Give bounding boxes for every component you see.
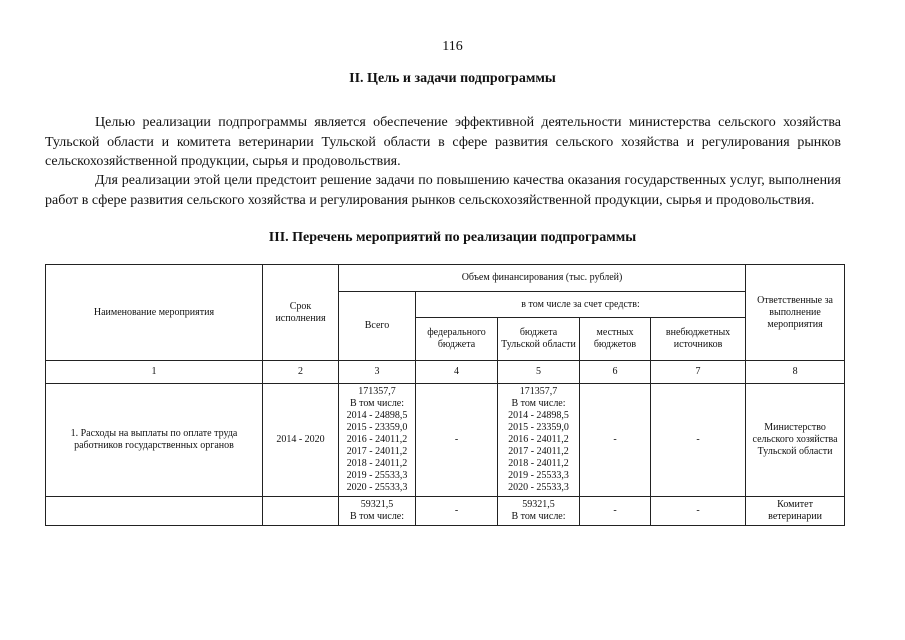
measure-extra: -	[651, 384, 746, 497]
section-3-heading: III. Перечень мероприятий по реализации подпрограммы	[268, 230, 637, 245]
measure-total	[339, 384, 416, 497]
measure-local: -	[580, 384, 651, 497]
cell-line: 2014 - 24898,5	[508, 410, 569, 421]
cell-line: 2020 - 25533,3	[508, 482, 569, 493]
cell-line: 2016 - 24011,2	[346, 434, 408, 445]
cell-line: 2018 - 24011,2	[508, 458, 569, 469]
task-paragraph	[45, 171, 841, 210]
section-2-heading: II. Цель и задачи подпрограммы	[349, 71, 556, 86]
header-responsible: Ответственные за выполнение мероприятия	[746, 265, 845, 361]
column-number: 3	[339, 361, 416, 384]
cell-line: 2015 - 23359,0	[508, 422, 569, 433]
header-extra: внебюджетных источников	[651, 318, 746, 361]
measure-responsible: Министерство сельского хозяйства Тульской области	[746, 384, 845, 497]
measure-total	[339, 497, 416, 526]
cell-line: 2018 - 24011,2	[346, 458, 408, 469]
header-regional: бюджета Тульской области	[498, 318, 580, 361]
cell-line: 2017 - 24011,2	[346, 446, 408, 457]
measure-extra: -	[651, 497, 746, 526]
header-total: Всего	[339, 292, 416, 361]
table-row	[46, 497, 845, 526]
measure-local: -	[580, 497, 651, 526]
column-number: 8	[746, 361, 845, 384]
measure-regional	[498, 497, 580, 526]
cell-line: 2017 - 24011,2	[508, 446, 569, 457]
column-number: 2	[263, 361, 339, 384]
column-number: 4	[416, 361, 498, 384]
cell-line: 59321,5	[360, 499, 394, 510]
measure-regional	[498, 384, 580, 497]
cell-line: 2015 - 23359,0	[346, 422, 408, 433]
measure-term: 2014 - 2020	[263, 384, 339, 497]
measure-term	[263, 497, 339, 526]
cell-line: В том числе:	[349, 398, 405, 409]
header-financing: Объем финансирования (тыс. рублей)	[339, 265, 746, 292]
table-row	[46, 384, 845, 497]
header-name: Наименование мероприятия	[46, 265, 263, 361]
header-term: Срок исполнения	[263, 265, 339, 361]
cell-line: 171357,7	[358, 386, 396, 397]
cell-line: 2019 - 25533,3	[508, 470, 569, 481]
cell-line: 59321,5	[522, 499, 555, 510]
cell-line: 171357,7	[519, 386, 558, 397]
cell-line: 2016 - 24011,2	[508, 434, 569, 445]
header-row-1	[46, 265, 845, 292]
goal-paragraph	[45, 113, 841, 172]
goal-paragraph-text: Целью реализации подпрограммы является обеспечение эффективной деятельности министерства сельского хозяйства Тульской области и комитета ветеринарии Тульской области в сфере развития сельского хозяйства и регулирования рынков сельскохозяйственной продукции, сырья и продовольствия.	[45, 115, 841, 169]
cell-line: 2020 - 25533,3	[346, 482, 408, 493]
column-number: 7	[651, 361, 746, 384]
page-number: 116	[442, 39, 463, 54]
header-federal: федерального бюджета	[416, 318, 498, 361]
measure-federal: -	[416, 497, 498, 526]
column-numbers-row	[46, 361, 845, 384]
cell-line: 2019 - 25533,3	[346, 470, 408, 481]
column-number: 6	[580, 361, 651, 384]
measure-federal: -	[416, 384, 498, 497]
cell-line: В том числе:	[511, 398, 566, 409]
column-number: 1	[46, 361, 263, 384]
header-including: в том числе за счет средств:	[416, 292, 746, 318]
measure-name: 1. Расходы на выплаты по оплате труда работников государственных органов	[46, 384, 263, 497]
header-local: местных бюджетов	[580, 318, 651, 361]
task-paragraph-text: Для реализации этой цели предстоит решение задачи по повышению качества оказания государственных услуг, выполнения работ в сфере развития сельского хозяйства и регулирования рынков сельскохозяйственной продукции, сырья и продовольствия.	[45, 173, 841, 208]
measure-responsible: Комитет ветеринарии	[746, 497, 845, 526]
measure-name	[46, 497, 263, 526]
measures-table	[45, 264, 845, 526]
cell-line: 2014 - 24898,5	[346, 410, 408, 421]
cell-line: В том числе:	[349, 511, 405, 522]
column-number: 5	[498, 361, 580, 384]
cell-line: В том числе:	[511, 511, 566, 522]
